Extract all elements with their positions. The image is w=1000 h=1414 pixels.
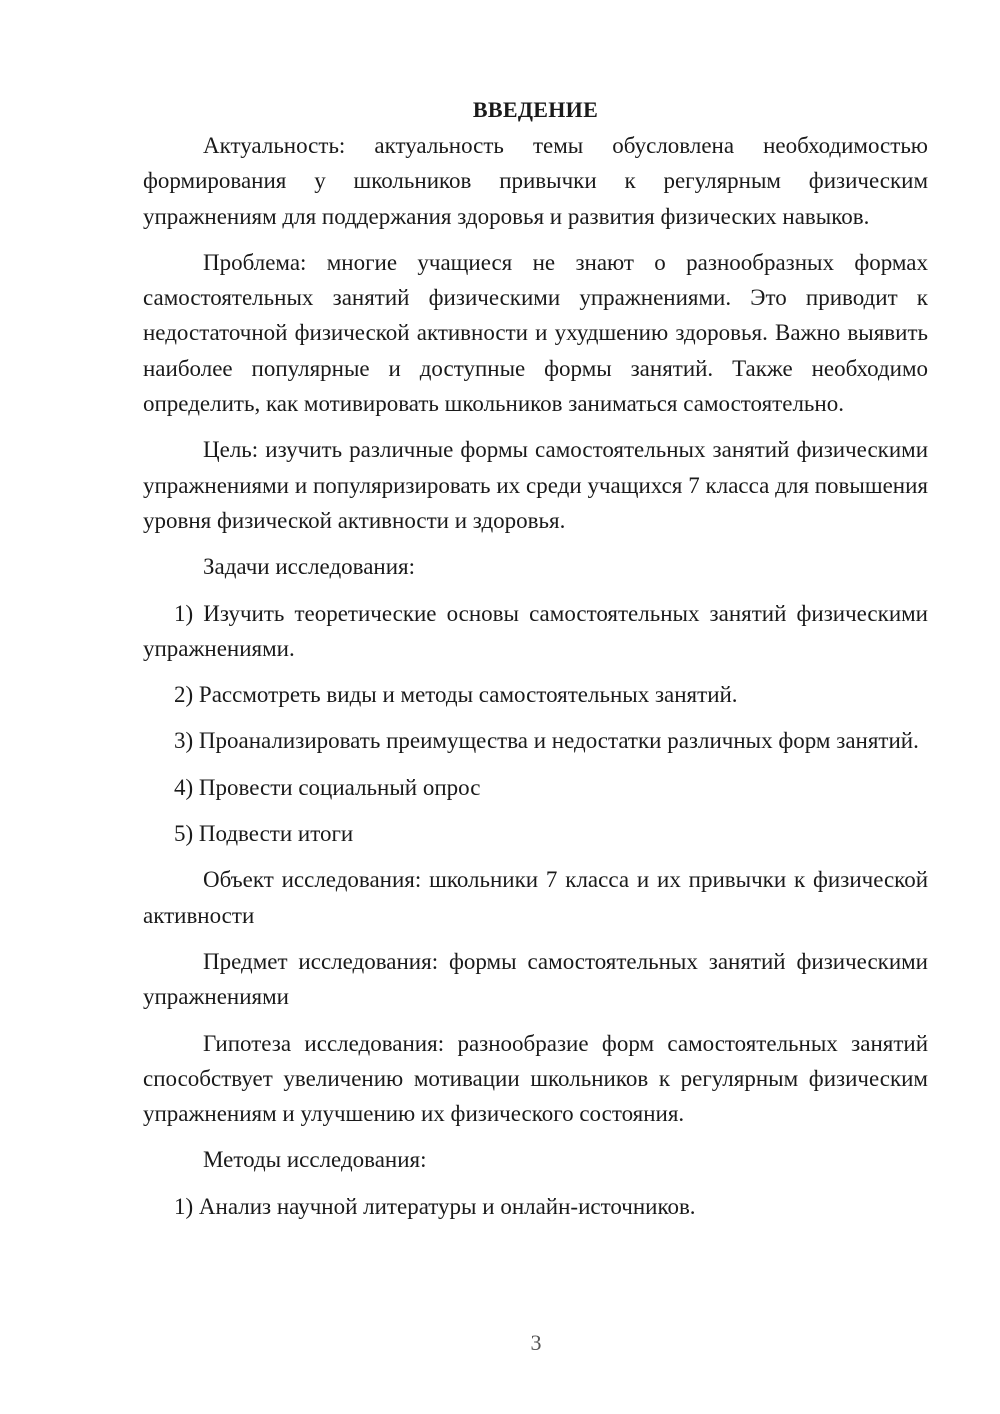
- document-page: [143, 92, 928, 1235]
- method-item-1: 1) Анализ научной литературы и онлайн-источников.: [174, 1193, 696, 1219]
- paragraph-problem: Проблема: многие учащиеся не знают о разнообразных формах самостоятельных занятий физическими упражнениями. Это приводит к недостаточной физической активности и ухудшению здоровья. Важно выявить наиболее популярные и доступные формы занятий. Также необходимо определить, как мотивировать школьников заниматься самостоятельно.: [143, 249, 928, 417]
- page-title: ВВЕДЕНИЕ: [472, 97, 599, 122]
- task-item-2: 2) Рассмотреть виды и методы самостоятельных занятий.: [174, 682, 738, 708]
- task-item-1: 1) Изучить теоретические основы самостоятельных занятий физическими упражнениями.: [143, 600, 928, 661]
- page-number: 3: [530, 1330, 542, 1355]
- paragraph-subject: Предмет исследования: формы самостоятельных занятий физическими упражнениями: [143, 948, 928, 1010]
- task-item-3: 3) Проанализировать преимущества и недостатки различных форм занятий.: [174, 728, 919, 754]
- paragraph-relevance: Актуальность: актуальность темы обусловлена необходимостью формирования у школьников привычки к регулярным физическим упражнениям для поддержания здоровья и развития физических навыков.: [143, 133, 928, 229]
- paragraph-hypothesis: Гипотеза исследования: разнообразие форм самостоятельных занятий способствует увеличению мотивации школьников к регулярным физическим упражнениям и улучшению их физического состояния.: [143, 1030, 928, 1127]
- task-item-5: 5) Подвести итоги: [174, 821, 354, 847]
- methods-heading: Методы исследования:: [203, 1147, 427, 1173]
- paragraph-object: Объект исследования: школьники 7 класса и их привычки к физической активности: [143, 867, 928, 928]
- paragraph-goal: Цель: изучить различные формы самостоятельных занятий физическими упражнениями и популяризировать их среди учащихся 7 класса для повышения уровня физической активности и здоровья.: [143, 437, 928, 533]
- task-item-4: 4) Провести социальный опрос: [174, 774, 481, 800]
- tasks-heading: Задачи исследования:: [203, 554, 416, 580]
